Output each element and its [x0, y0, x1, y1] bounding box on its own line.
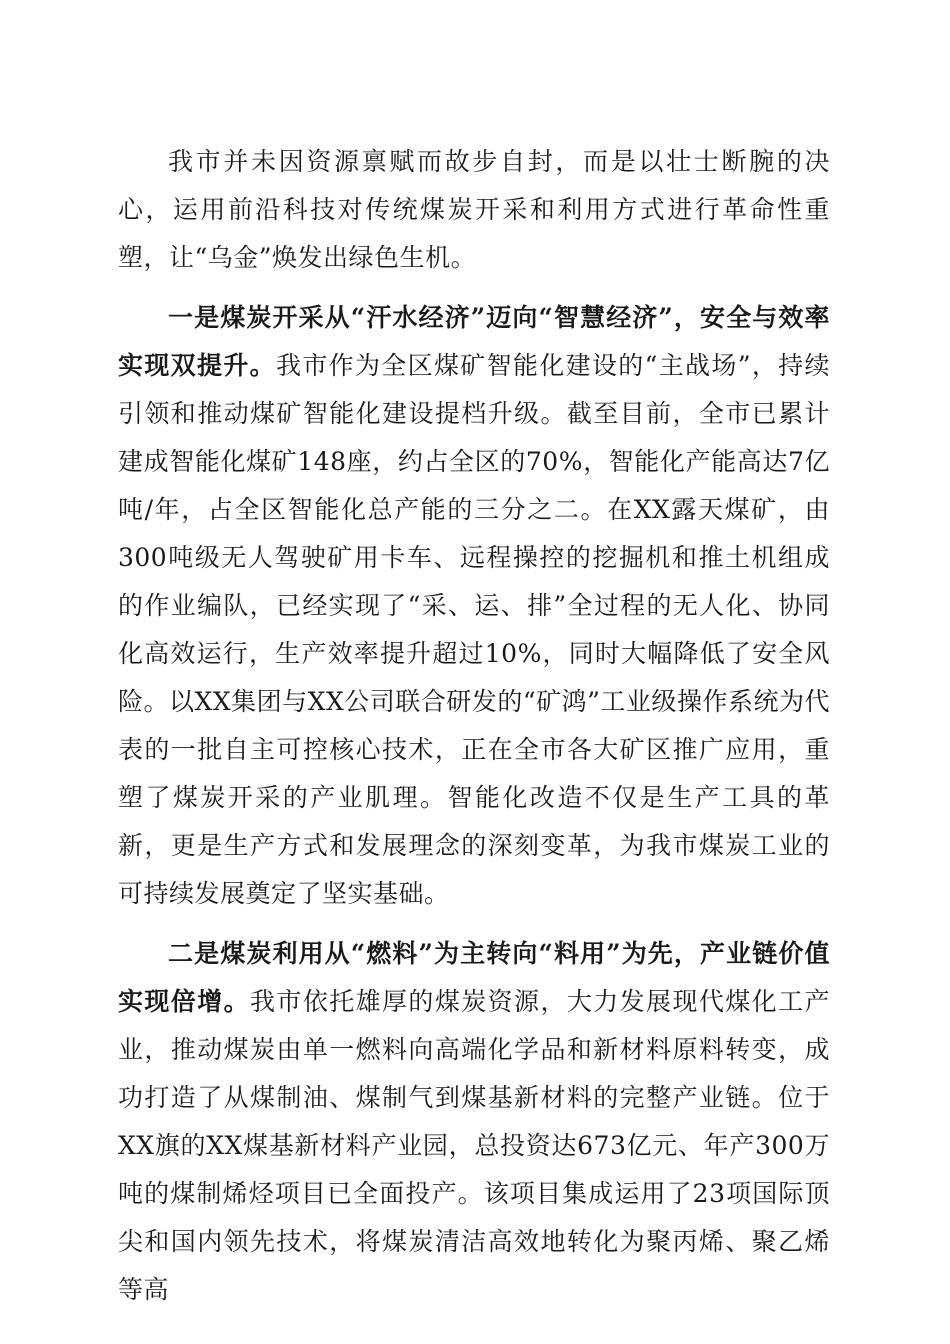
- paragraph-coal-mining: [118, 294, 830, 918]
- paragraph-body: 我市并未因资源禀赋而故步自封，而是以壮士断腕的决心，运用前沿科技对传统煤炭开采和利用方式进行革命性重塑，让“乌金”焕发出绿色生机。: [118, 147, 830, 272]
- paragraph-body: 我市依托雄厚的煤炭资源，大力发展现代煤化工产业，推动煤炭由单一燃料向高端化学品和新材料原料转变，成功打造了从煤制油、煤制气到煤基新材料的完整产业链。位于XX旗的XX煤基新材料产业园，总投资达673亿元、年产300万吨的煤制烯烃项目已全面投产。该项目集成运用了23项国际顶尖和国内领先技术，将煤炭清洁高效地转化为聚丙烯、聚乙烯等高: [118, 987, 830, 1304]
- paragraph-lead: 二是煤炭利用从“燃料”为主转向“料用”为先，产业链价值实现倍增。: [118, 939, 830, 1016]
- paragraph-lead: 一是煤炭开采从“汗水经济”迈向“智慧经济”，安全与效率实现双提升。: [118, 303, 830, 380]
- paragraph-intro: [118, 138, 830, 282]
- paragraph-body: 我市作为全区煤矿智能化建设的“主战场”，持续引领和推动煤矿智能化建设提档升级。截至目前，全市已累计建成智能化煤矿148座，约占全区的70%，智能化产能高达7亿吨/年，占全区智能化总产能的三分之二。在XX露天煤矿，由300吨级无人驾驶矿用卡车、远程操控的挖掘机和推土机组成的作业编队，已经实现了“采、运、排”全过程的无人化、协同化高效运行，生产效率提升超过10%，同时大幅降低了安全风险。以XX集团与XX公司联合研发的“矿鸿”工业级操作系统为代表的一批自主可控核心技术，正在全市各大矿区推广应用，重塑了煤炭开采的产业肌理。智能化改造不仅是生产工具的革新，更是生产方式和发展理念的深刻变革，为我市煤炭工业的可持续发展奠定了坚实基础。: [118, 351, 830, 908]
- document-body: [118, 138, 830, 1326]
- paragraph-coal-utilization: [118, 930, 830, 1314]
